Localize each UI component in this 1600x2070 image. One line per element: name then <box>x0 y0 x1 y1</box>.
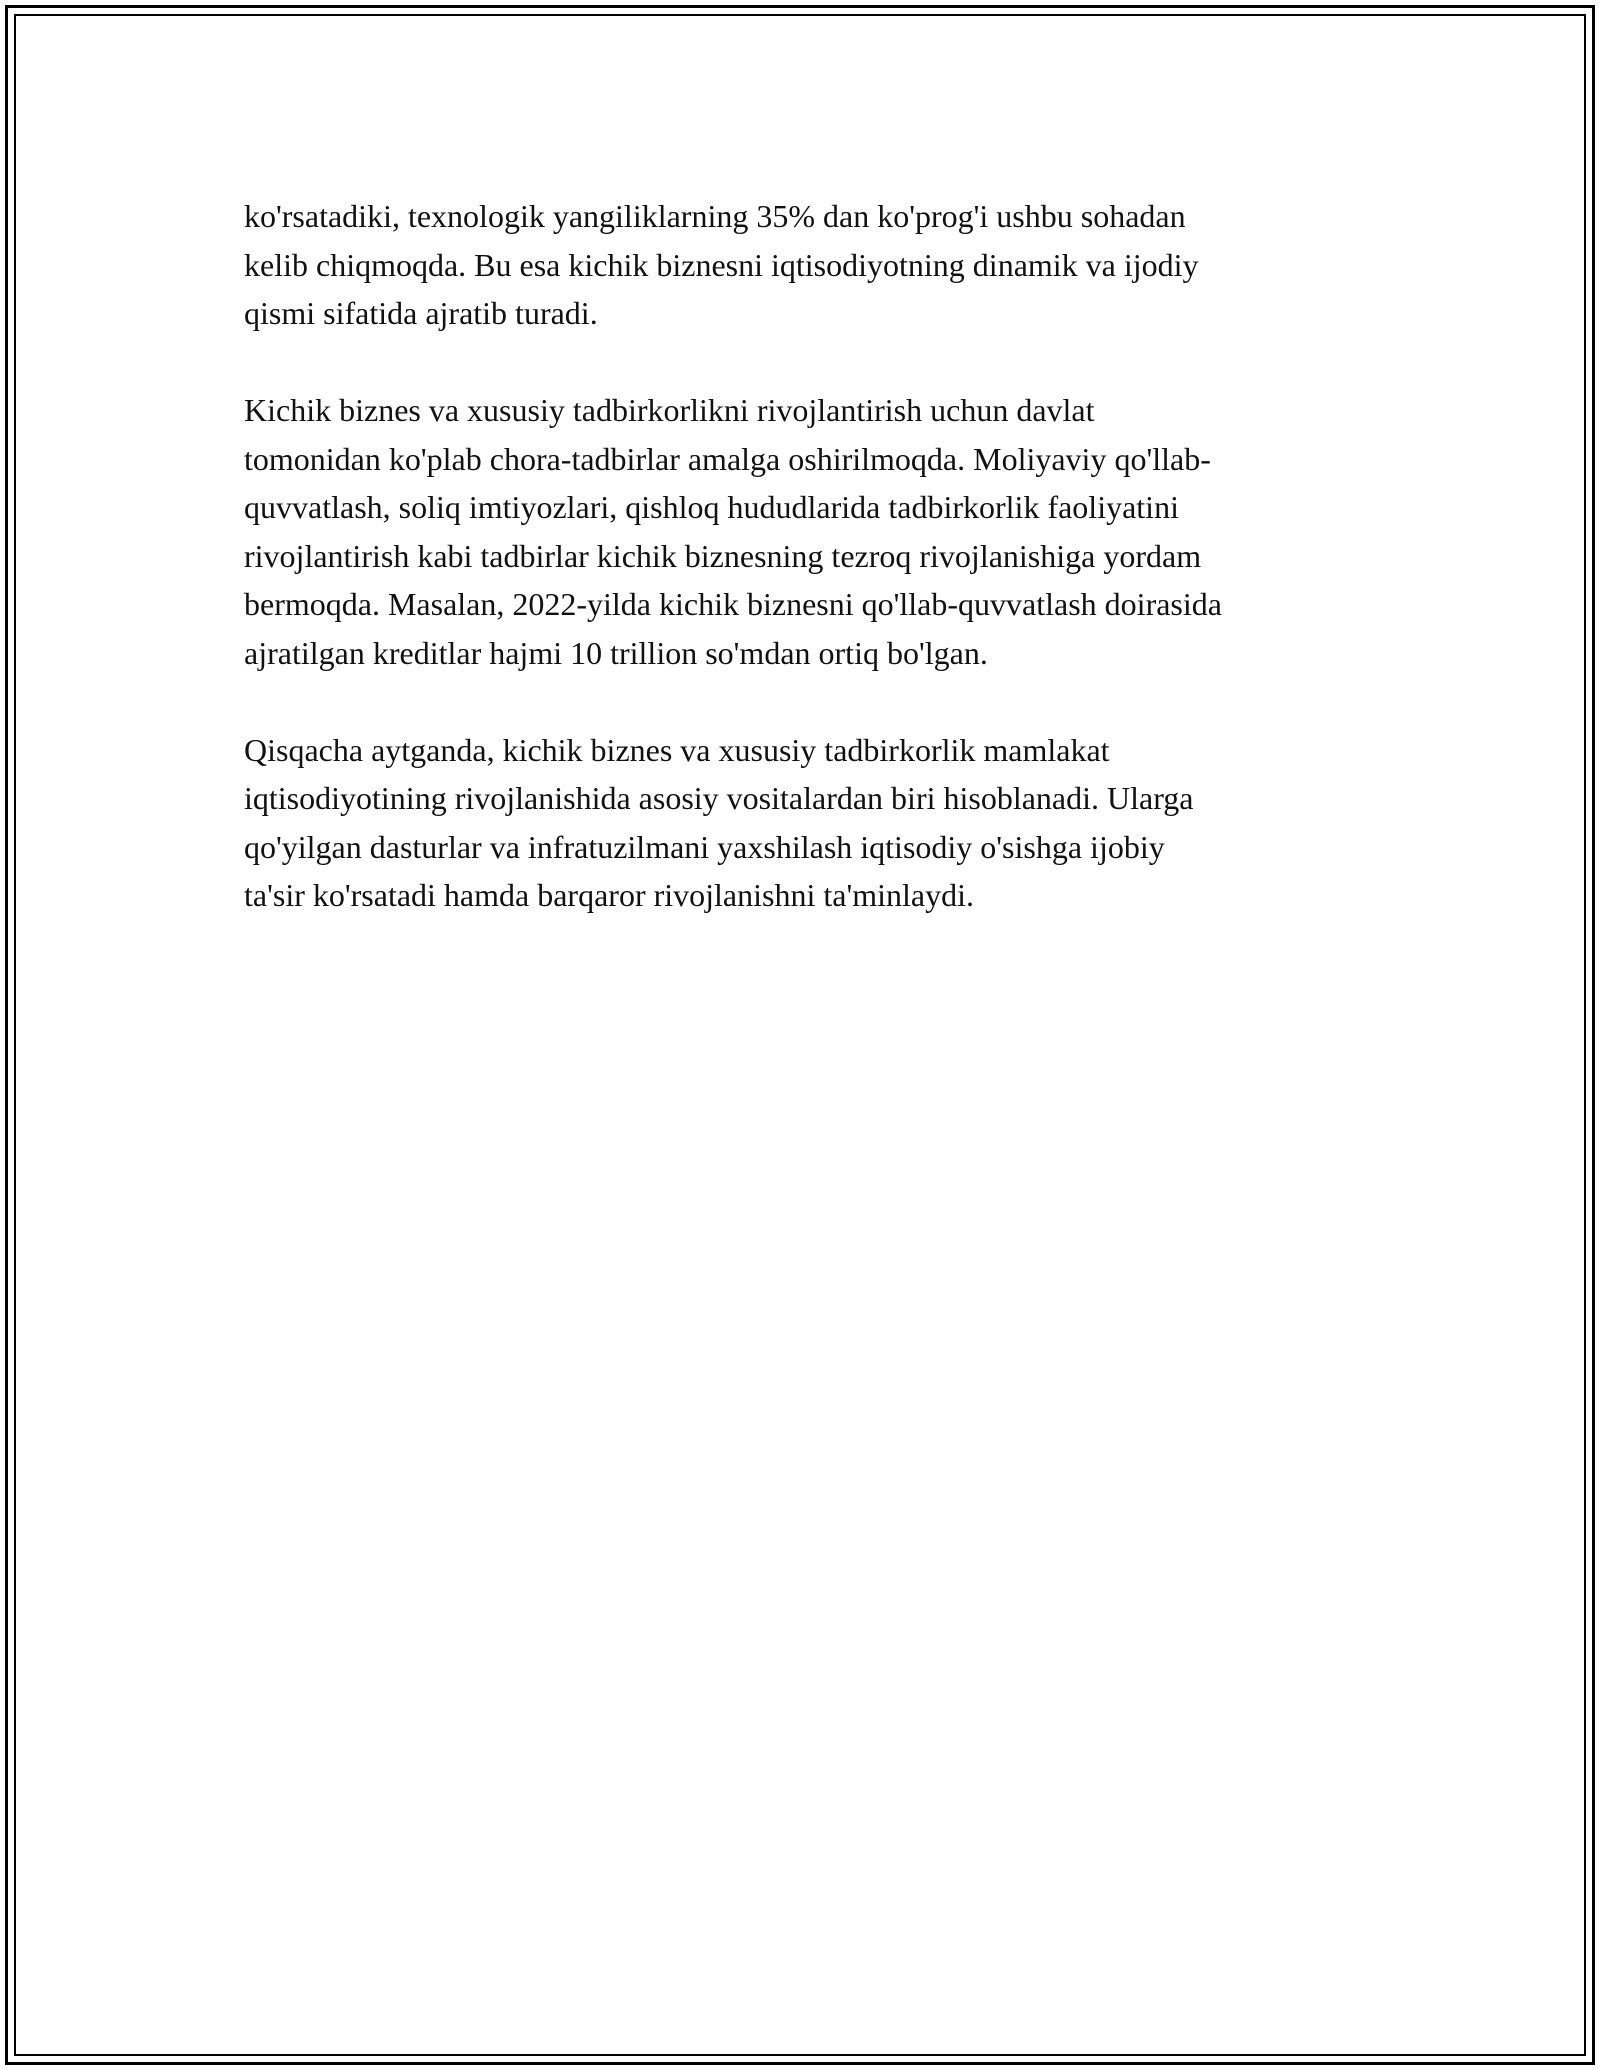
paragraph-line: Kichik biznes va xususiy tadbirkorlikni rivojlantirish uchun davlat <box>244 392 1095 428</box>
paragraph-line: qismi sifatida ajratib turadi. <box>244 295 598 331</box>
paragraph-line: ta'sir ko'rsatadi hamda barqaror rivojlanishni ta'minlaydi. <box>244 877 974 913</box>
document-body <box>244 192 1374 968</box>
page-frame <box>5 5 1595 2065</box>
paragraph-line: iqtisodiyotining rivojlanishida asosiy vositalardan biri hisoblanadi. Ularga <box>244 780 1194 816</box>
paragraph-2 <box>244 386 1374 677</box>
paragraph-line: ajratilgan kreditlar hajmi 10 trillion so'mdan ortiq bo'lgan. <box>244 634 988 671</box>
paragraph-line: bermoqda. Masalan, 2022-yilda kichik biznesni qo'llab-quvvatlash doirasida <box>244 586 1222 622</box>
paragraph-line: kelib chiqmoqda. Bu esa kichik biznesni iqtisodiyotning dinamik va ijodiy <box>244 246 1199 283</box>
paragraph-line: Qisqacha aytganda, kichik biznes va xususiy tadbirkorlik mamlakat <box>244 731 1110 768</box>
paragraph-line: quvvatlash, soliq imtiyozlari, qishloq hududlarida tadbirkorlik faoliyatini <box>244 489 1179 525</box>
paragraph-line: tomonidan ko'plab chora-tadbirlar amalga oshirilmoqda. Moliyaviy qo'llab- <box>244 440 1211 477</box>
paragraph-line: qo'yilgan dasturlar va infratuzilmani yaxshilash iqtisodiy o'sishga ijobiy <box>244 828 1165 865</box>
paragraph-line: ko'rsatadiki, texnologik yangiliklarning 35% dan ko'prog'i ushbu sohadan <box>244 198 1186 234</box>
paragraph-3 <box>244 726 1374 920</box>
paragraph-1 <box>244 192 1374 338</box>
paragraph-line: rivojlantirish kabi tadbirlar kichik biznesning tezroq rivojlanishiga yordam <box>244 537 1202 574</box>
